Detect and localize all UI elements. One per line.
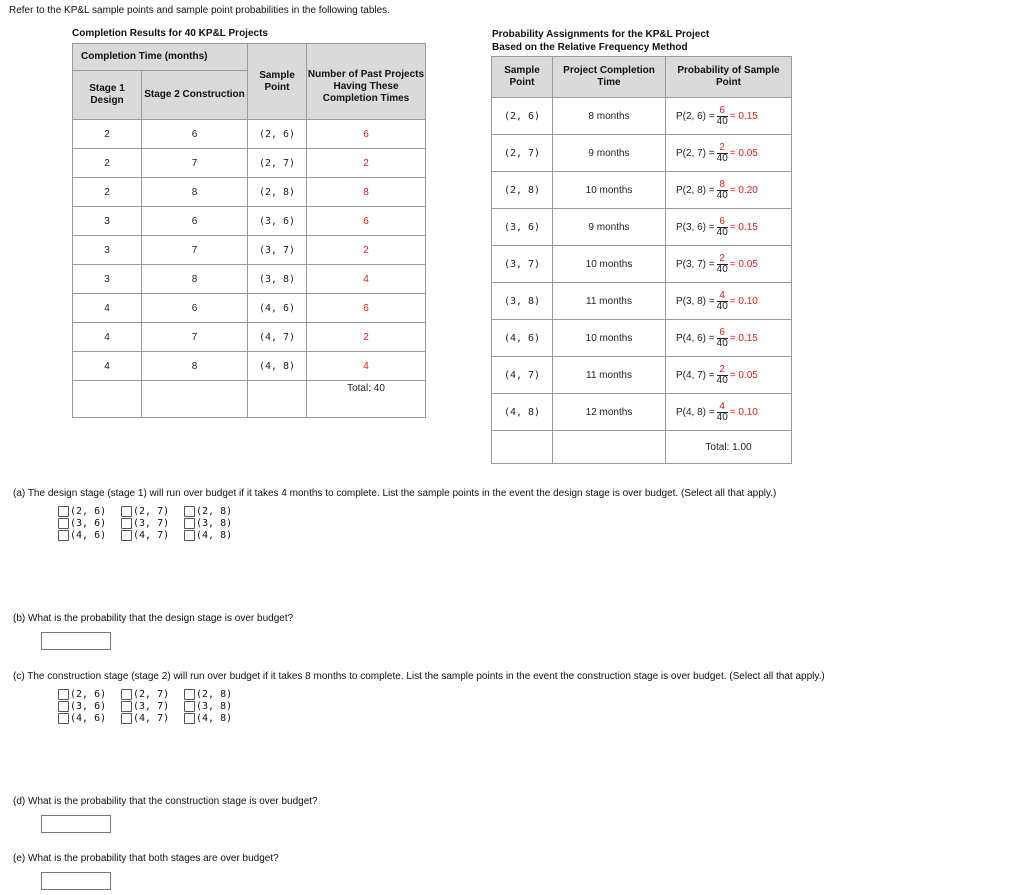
header-sample-point-2: Sample Point bbox=[492, 57, 553, 98]
fraction-numerator: 6 bbox=[719, 215, 725, 227]
fraction-numerator: 6 bbox=[719, 326, 725, 338]
probability-value: = 0.10 bbox=[729, 406, 758, 418]
probability-value: = 0.05 bbox=[729, 147, 758, 159]
project-count-cell: 8 bbox=[307, 178, 426, 207]
stage2-cell: 8 bbox=[142, 352, 248, 381]
checkbox[interactable] bbox=[58, 506, 69, 517]
stage2-cell: 6 bbox=[142, 120, 248, 149]
probability-fraction bbox=[717, 365, 728, 386]
question-c-option[interactable] bbox=[58, 701, 106, 712]
sample-point-cell: (3, 6) bbox=[248, 207, 307, 236]
probability-label: P(4, 7) = bbox=[676, 369, 715, 381]
table1-row bbox=[73, 323, 426, 352]
checkbox[interactable] bbox=[58, 518, 69, 529]
probability-label: P(2, 6) = bbox=[676, 110, 715, 122]
option-label: (2, 7) bbox=[133, 689, 170, 700]
table2-row bbox=[492, 246, 792, 283]
stage1-cell: 2 bbox=[73, 149, 142, 178]
probability-fraction bbox=[717, 254, 728, 275]
project-count-cell: 6 bbox=[307, 294, 426, 323]
question-c-option[interactable] bbox=[121, 701, 169, 712]
sample-point-cell: (2, 8) bbox=[492, 172, 553, 209]
question-a-option[interactable] bbox=[121, 506, 169, 517]
stage2-cell: 8 bbox=[142, 265, 248, 294]
table1-row bbox=[73, 207, 426, 236]
sample-point-cell: (4, 6) bbox=[248, 294, 307, 323]
fraction-numerator: 2 bbox=[719, 141, 725, 153]
probability-value: = 0.15 bbox=[729, 332, 758, 344]
option-label: (2, 8) bbox=[196, 506, 233, 517]
stage1-cell: 3 bbox=[73, 236, 142, 265]
stage2-cell: 6 bbox=[142, 294, 248, 323]
checkbox[interactable] bbox=[184, 701, 195, 712]
probability-fraction bbox=[717, 291, 728, 312]
probability-fraction bbox=[717, 402, 728, 423]
probability-cell bbox=[666, 283, 792, 320]
completion-time-cell: 10 months bbox=[553, 172, 666, 209]
fraction-numerator: 8 bbox=[719, 178, 725, 190]
table2-row bbox=[492, 98, 792, 135]
option-label: (3, 6) bbox=[70, 518, 107, 529]
sample-point-cell: (3, 7) bbox=[492, 246, 553, 283]
sample-point-cell: (2, 7) bbox=[248, 149, 307, 178]
question-a-option[interactable] bbox=[121, 530, 169, 541]
probability-label: P(2, 8) = bbox=[676, 184, 715, 196]
table2-caption-line2: Based on the Relative Frequency Method bbox=[492, 42, 688, 53]
fraction-denominator: 40 bbox=[716, 300, 728, 312]
table1-caption: Completion Results for 40 KP&L Projects bbox=[72, 28, 268, 39]
question-c-option[interactable] bbox=[58, 713, 106, 724]
question-c-option[interactable] bbox=[184, 701, 232, 712]
probability-cell bbox=[666, 320, 792, 357]
question-a: (a) The design stage (stage 1) will run over budget if it takes 4 months to complete. List the sample points in the event the design stage is over budget. (Select all that apply.) bbox=[13, 488, 777, 499]
question-b: (b) What is the probability that the design stage is over budget? bbox=[13, 613, 294, 624]
header-stage2: Stage 2 Construction bbox=[142, 71, 248, 120]
table2-row bbox=[492, 320, 792, 357]
checkbox[interactable] bbox=[58, 530, 69, 541]
header-sample-point: Sample Point bbox=[248, 44, 307, 120]
probability-cell bbox=[666, 98, 792, 135]
probability-fraction bbox=[717, 217, 728, 238]
option-label: (4, 8) bbox=[196, 530, 233, 541]
table1-row bbox=[73, 236, 426, 265]
probability-value: = 0.05 bbox=[729, 369, 758, 381]
project-count-cell: 2 bbox=[307, 149, 426, 178]
probability-label: P(4, 6) = bbox=[676, 332, 715, 344]
stage2-cell: 7 bbox=[142, 323, 248, 352]
table2-row bbox=[492, 209, 792, 246]
answer-b-input[interactable] bbox=[41, 632, 111, 650]
table2-total: Total: 1.00 bbox=[666, 431, 792, 464]
stage1-cell: 4 bbox=[73, 352, 142, 381]
question-c: (c) The construction stage (stage 2) will run over budget if it takes 8 months to complete. List the sample points in the event the construction stage is over budget. (Select all that apply.) bbox=[13, 671, 825, 682]
option-label: (3, 7) bbox=[133, 701, 170, 712]
stage2-cell: 7 bbox=[142, 236, 248, 265]
sample-point-cell: (2, 8) bbox=[248, 178, 307, 207]
probability-value: = 0.05 bbox=[729, 258, 758, 270]
question-a-option[interactable] bbox=[58, 530, 106, 541]
probability-cell bbox=[666, 357, 792, 394]
completion-time-cell: 12 months bbox=[553, 394, 666, 431]
probability-fraction bbox=[717, 143, 728, 164]
fraction-numerator: 4 bbox=[719, 289, 725, 301]
sample-point-cell: (4, 7) bbox=[248, 323, 307, 352]
fraction-denominator: 40 bbox=[716, 263, 728, 275]
probability-value: = 0.10 bbox=[729, 295, 758, 307]
option-label: (2, 7) bbox=[133, 506, 170, 517]
stage1-cell: 4 bbox=[73, 323, 142, 352]
sample-point-cell: (2, 6) bbox=[492, 98, 553, 135]
completion-time-cell: 11 months bbox=[553, 283, 666, 320]
question-a-option[interactable] bbox=[121, 518, 169, 529]
project-count-cell: 6 bbox=[307, 207, 426, 236]
probability-fraction bbox=[717, 180, 728, 201]
checkbox[interactable] bbox=[184, 713, 195, 724]
header-completion-time: Project Completion Time bbox=[553, 57, 666, 98]
completion-time-cell: 9 months bbox=[553, 135, 666, 172]
question-a-option[interactable] bbox=[58, 506, 106, 517]
checkbox[interactable] bbox=[58, 713, 69, 724]
sample-point-cell: (3, 7) bbox=[248, 236, 307, 265]
table2-row bbox=[492, 172, 792, 209]
stage1-cell: 4 bbox=[73, 294, 142, 323]
checkbox[interactable] bbox=[121, 506, 132, 517]
sample-point-cell: (2, 6) bbox=[248, 120, 307, 149]
project-count-cell: 6 bbox=[307, 120, 426, 149]
table1-row bbox=[73, 265, 426, 294]
checkbox[interactable] bbox=[121, 689, 132, 700]
table2-row bbox=[492, 394, 792, 431]
probability-cell bbox=[666, 394, 792, 431]
checkbox[interactable] bbox=[58, 701, 69, 712]
question-c-option[interactable] bbox=[121, 689, 169, 700]
fraction-denominator: 40 bbox=[716, 411, 728, 423]
sample-point-cell: (3, 6) bbox=[492, 209, 553, 246]
probability-cell bbox=[666, 135, 792, 172]
completion-time-cell: 11 months bbox=[553, 357, 666, 394]
fraction-denominator: 40 bbox=[716, 115, 728, 127]
fraction-denominator: 40 bbox=[716, 152, 728, 164]
question-c-option[interactable] bbox=[121, 713, 169, 724]
table2-caption bbox=[492, 28, 709, 54]
table1-row bbox=[73, 352, 426, 381]
option-label: (3, 6) bbox=[70, 701, 107, 712]
sample-point-cell: (3, 8) bbox=[492, 283, 553, 320]
sample-point-cell: (4, 8) bbox=[492, 394, 553, 431]
project-count-cell: 2 bbox=[307, 323, 426, 352]
probability-label: P(4, 8) = bbox=[676, 406, 715, 418]
sample-point-cell: (3, 8) bbox=[248, 265, 307, 294]
stage1-cell: 3 bbox=[73, 265, 142, 294]
table2-caption-line1: Probability Assignments for the KP&L Project bbox=[492, 29, 710, 40]
probability-label: P(3, 6) = bbox=[676, 221, 715, 233]
option-label: (4, 7) bbox=[133, 530, 170, 541]
checkbox[interactable] bbox=[121, 701, 132, 712]
question-c-option[interactable] bbox=[58, 689, 106, 700]
stage2-cell: 7 bbox=[142, 149, 248, 178]
table1-row bbox=[73, 178, 426, 207]
option-label: (3, 8) bbox=[196, 518, 233, 529]
completion-time-cell: 8 months bbox=[553, 98, 666, 135]
checkbox[interactable] bbox=[121, 530, 132, 541]
fraction-denominator: 40 bbox=[716, 226, 728, 238]
completion-time-cell: 10 months bbox=[553, 320, 666, 357]
completion-time-cell: 9 months bbox=[553, 209, 666, 246]
fraction-numerator: 2 bbox=[719, 363, 725, 375]
question-a-option[interactable] bbox=[184, 506, 232, 517]
fraction-numerator: 2 bbox=[719, 252, 725, 264]
question-c-option[interactable] bbox=[184, 689, 232, 700]
option-label: (2, 8) bbox=[196, 689, 233, 700]
probability-cell bbox=[666, 172, 792, 209]
header-stage1: Stage 1 Design bbox=[73, 71, 142, 120]
fraction-numerator: 4 bbox=[719, 400, 725, 412]
question-c-option[interactable] bbox=[184, 713, 232, 724]
probability-value: = 0.20 bbox=[729, 184, 758, 196]
answer-d-input[interactable] bbox=[41, 815, 111, 833]
option-label: (4, 6) bbox=[70, 530, 107, 541]
table2-row bbox=[492, 357, 792, 394]
probability-fraction bbox=[717, 328, 728, 349]
fraction-denominator: 40 bbox=[716, 189, 728, 201]
option-label: (3, 8) bbox=[196, 701, 233, 712]
question-e: (e) What is the probability that both stages are over budget? bbox=[13, 853, 279, 864]
table1-row bbox=[73, 120, 426, 149]
probability-value: = 0.15 bbox=[729, 110, 758, 122]
group-header: Completion Time (months) bbox=[73, 44, 248, 71]
checkbox[interactable] bbox=[184, 689, 195, 700]
sample-point-cell: (4, 6) bbox=[492, 320, 553, 357]
checkbox[interactable] bbox=[121, 713, 132, 724]
header-number-of-projects: Number of Past Projects Having These Completion Times bbox=[307, 44, 426, 120]
question-a-option[interactable] bbox=[184, 530, 232, 541]
sample-point-cell: (2, 7) bbox=[492, 135, 553, 172]
stage1-cell: 2 bbox=[73, 120, 142, 149]
option-label: (2, 6) bbox=[70, 506, 107, 517]
option-label: (4, 7) bbox=[133, 713, 170, 724]
checkbox[interactable] bbox=[184, 518, 195, 529]
question-d: (d) What is the probability that the construction stage is over budget? bbox=[13, 796, 318, 807]
checkbox[interactable] bbox=[184, 506, 195, 517]
probability-label: P(3, 8) = bbox=[676, 295, 715, 307]
option-label: (4, 8) bbox=[196, 713, 233, 724]
stage1-cell: 3 bbox=[73, 207, 142, 236]
checkbox[interactable] bbox=[121, 518, 132, 529]
probability-cell bbox=[666, 209, 792, 246]
probability-value: = 0.15 bbox=[729, 221, 758, 233]
stage2-cell: 8 bbox=[142, 178, 248, 207]
project-count-cell: 2 bbox=[307, 236, 426, 265]
project-count-cell: 4 bbox=[307, 352, 426, 381]
fraction-denominator: 40 bbox=[716, 337, 728, 349]
instructions-text: Refer to the KP&L sample points and sample point probabilities in the following tables. bbox=[9, 5, 390, 16]
table1-row bbox=[73, 149, 426, 178]
sample-point-cell: (4, 8) bbox=[248, 352, 307, 381]
checkbox[interactable] bbox=[184, 530, 195, 541]
fraction-denominator: 40 bbox=[716, 374, 728, 386]
stage2-cell: 6 bbox=[142, 207, 248, 236]
option-label: (3, 7) bbox=[133, 518, 170, 529]
completion-results-table bbox=[72, 43, 426, 418]
option-label: (2, 6) bbox=[70, 689, 107, 700]
sample-point-cell: (4, 7) bbox=[492, 357, 553, 394]
probability-assignments-table bbox=[491, 56, 792, 464]
table1-row bbox=[73, 294, 426, 323]
table2-row bbox=[492, 283, 792, 320]
question-a-option[interactable] bbox=[58, 518, 106, 529]
probability-label: P(2, 7) = bbox=[676, 147, 715, 159]
table1-total: Total: 40 bbox=[307, 381, 426, 418]
question-a-option[interactable] bbox=[184, 518, 232, 529]
fraction-numerator: 6 bbox=[719, 104, 725, 116]
probability-label: P(3, 7) = bbox=[676, 258, 715, 270]
stage1-cell: 2 bbox=[73, 178, 142, 207]
checkbox[interactable] bbox=[58, 689, 69, 700]
answer-e-input[interactable] bbox=[41, 872, 111, 890]
project-count-cell: 4 bbox=[307, 265, 426, 294]
table2-row bbox=[492, 135, 792, 172]
completion-time-cell: 10 months bbox=[553, 246, 666, 283]
header-probability: Probability of Sample Point bbox=[666, 57, 792, 98]
probability-fraction bbox=[717, 106, 728, 127]
probability-cell bbox=[666, 246, 792, 283]
option-label: (4, 6) bbox=[70, 713, 107, 724]
